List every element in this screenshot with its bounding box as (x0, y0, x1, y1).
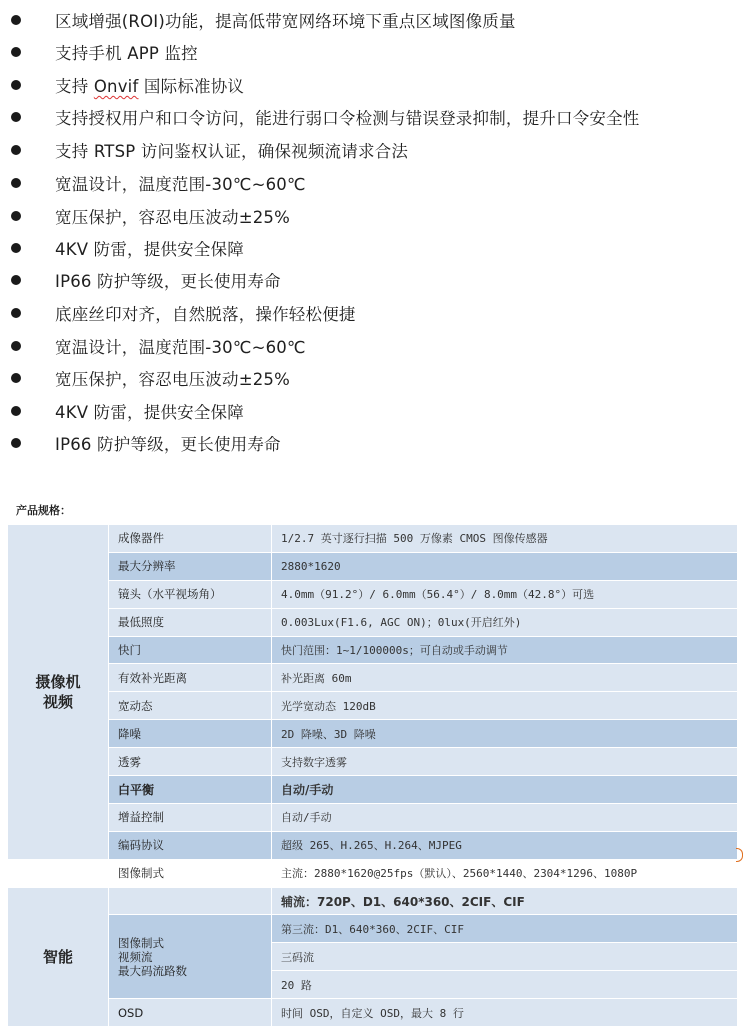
feature-item (0, 264, 750, 296)
table-row (8, 859, 738, 887)
spec-value: 2D 降噪、3D 降噪 (272, 720, 738, 748)
spec-label-multi-text: 图像制式 视频流 最大码流路数 (118, 935, 187, 978)
bullet-icon (11, 341, 21, 351)
spec-value: 辅流：720P、D1、640*360、2CIF、CIF (272, 887, 738, 915)
spec-value: 时间 OSD，自定义 OSD，最大 8 行 (272, 999, 738, 1027)
spec-label: 宽动态 (109, 692, 272, 720)
spec-label: 图像制式 (109, 859, 272, 887)
feature-item (0, 427, 750, 459)
feature-text: IP66 防护等级，更长使用寿命 (55, 272, 281, 291)
table-row (8, 692, 738, 720)
spec-label: 最低照度 (109, 608, 272, 636)
spec-label (109, 887, 272, 915)
spec-value: 超级 265、H.265、H.264、MJPEG (272, 831, 738, 859)
feature-item (0, 395, 750, 427)
spellcheck-underlined-word: Onvif (93, 77, 139, 96)
feature-item (0, 232, 750, 264)
feature-text-post: 国际标准协议 (138, 77, 245, 96)
feature-item (0, 200, 750, 232)
empty-cell (8, 859, 109, 887)
spec-label: 有效补光距离 (109, 664, 272, 692)
table-row (8, 720, 738, 748)
spec-value: 20 路 (272, 971, 738, 999)
bullet-icon (11, 178, 21, 188)
spec-value: 自动/手动 (272, 803, 738, 831)
feature-text: 宽温设计，温度范围-30℃~60℃ (55, 338, 306, 357)
spec-value: 三码流 (272, 943, 738, 971)
table-row (8, 552, 738, 580)
bullet-icon (11, 145, 21, 155)
table-row (8, 831, 738, 859)
group-label-smart: 智能 (8, 887, 109, 1026)
spec-value: 0.003Lux(F1.6, AGC ON)；0lux(开启红外) (272, 608, 738, 636)
spec-label: 透雾 (109, 748, 272, 776)
feature-text: IP66 防护等级，更长使用寿命 (55, 435, 281, 454)
bullet-icon (11, 112, 21, 122)
bullet-icon (11, 373, 21, 383)
spec-label: 最大分辨率 (109, 552, 272, 580)
table-row (8, 776, 738, 804)
spec-table (7, 524, 738, 1027)
table-row (8, 580, 738, 608)
bullet-icon (11, 47, 21, 57)
spec-value: 1/2.7 英寸逐行扫描 500 万像素 CMOS 图像传感器 (272, 525, 738, 553)
feature-text: 支持 RTSP 访问鉴权认证，确保视频流请求合法 (55, 142, 409, 161)
table-row (8, 999, 738, 1027)
bullet-icon (11, 308, 21, 318)
spec-value: 补光距离 60m (272, 664, 738, 692)
feature-text: 宽温设计，温度范围-30℃~60℃ (55, 175, 306, 194)
edge-mark-icon (736, 848, 743, 862)
table-row (8, 915, 738, 943)
bullet-icon (11, 15, 21, 25)
spec-label: 编码协议 (109, 831, 272, 859)
spec-label: 成像器件 (109, 525, 272, 553)
feature-text: 区域增强(ROI)功能，提高低带宽网络环境下重点区域图像质量 (55, 12, 516, 31)
spec-value: 4.0mm（91.2°）/ 6.0mm（56.4°）/ 8.0mm（42.8°）可选 (272, 580, 738, 608)
bullet-icon (11, 80, 21, 90)
spec-value: 2880*1620 (272, 552, 738, 580)
feature-item (0, 36, 750, 68)
feature-text: 支持授权用户和口令访问，能进行弱口令检测与错误登录抑制，提升口令安全性 (55, 109, 640, 128)
feature-text-pre: 支持 (55, 77, 94, 96)
spec-label: 镜头（水平视场角） (109, 580, 272, 608)
bullet-icon (11, 438, 21, 448)
feature-text: 4KV 防雷，提供安全保障 (55, 403, 244, 422)
spec-label: 快门 (109, 636, 272, 664)
feature-text (55, 73, 244, 97)
spec-value: 快门范围：1~1/100000s；可自动或手动调节 (272, 636, 738, 664)
feature-text: 底座丝印对齐，自然脱落，操作轻松便捷 (55, 305, 356, 324)
spec-value: 光学宽动态 120dB (272, 692, 738, 720)
spec-value: 第三流：D1、640*360、2CIF、CIF (272, 915, 738, 943)
group-label-text: 摄像机 视频 (35, 672, 81, 711)
feature-item (0, 362, 750, 394)
bullet-icon (11, 211, 21, 221)
bullet-icon (11, 275, 21, 285)
feature-item (0, 134, 750, 166)
feature-text: 支持手机 APP 监控 (55, 44, 198, 63)
group-label-camera (8, 525, 109, 860)
feature-item (0, 167, 750, 199)
feature-text: 4KV 防雷，提供安全保障 (55, 240, 244, 259)
spec-label: 增益控制 (109, 803, 272, 831)
feature-text: 宽压保护，容忍电压波动±25% (55, 370, 290, 389)
bullet-icon (11, 406, 21, 416)
feature-item (0, 69, 750, 101)
table-row (8, 636, 738, 664)
spec-label-multi (109, 915, 272, 999)
spec-value: 主流：2880*1620@25fps（默认）、2560*1440、2304*1296、1080P (272, 859, 738, 887)
table-row (8, 608, 738, 636)
feature-item (0, 297, 750, 329)
spec-label: OSD (109, 999, 272, 1027)
feature-item (0, 4, 750, 36)
bullet-icon (11, 243, 21, 253)
table-row (8, 748, 738, 776)
feature-item (0, 101, 750, 133)
table-row (8, 664, 738, 692)
spec-label: 白平衡 (109, 776, 272, 804)
spec-value: 支持数字透雾 (272, 748, 738, 776)
spec-value: 自动/手动 (272, 776, 738, 804)
spec-label: 降噪 (109, 720, 272, 748)
spec-title: 产品规格： (16, 504, 71, 517)
table-row (8, 525, 738, 553)
table-row (8, 887, 738, 915)
feature-text: 宽压保护，容忍电压波动±25% (55, 208, 290, 227)
table-row (8, 803, 738, 831)
feature-item (0, 330, 750, 362)
